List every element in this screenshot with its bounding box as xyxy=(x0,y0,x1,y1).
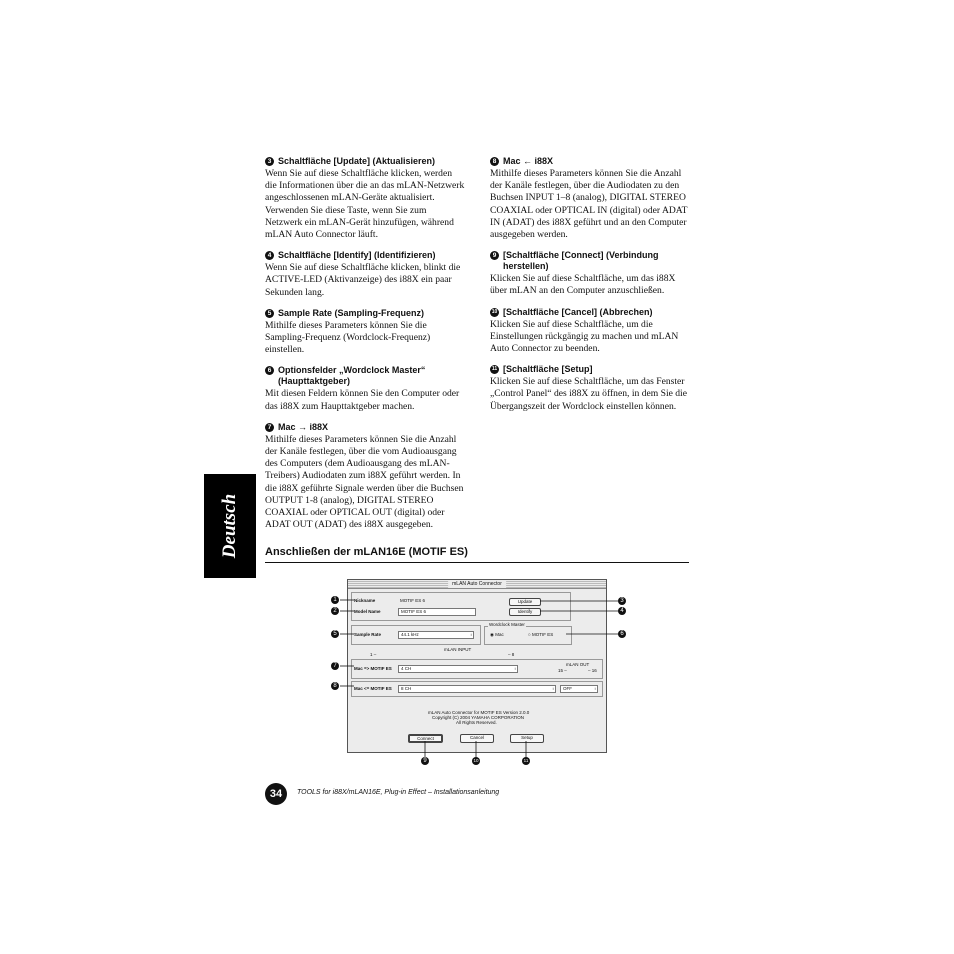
item-heading-text: [Schaltfläche [Setup] xyxy=(503,364,593,375)
item-heading-text: Schaltfläche [Identify] (Identifizieren) xyxy=(278,250,436,261)
mac-from-motif-label: Mac <= MOTIF ES xyxy=(354,686,392,691)
radio-selected-icon: ◉ xyxy=(490,632,494,637)
item-number-badge: 6 xyxy=(265,366,274,375)
item-number-badge: 7 xyxy=(265,423,274,432)
item-heading-text: Schaltfläche [Update] (Aktualisieren) xyxy=(278,156,436,166)
callout-8: 8 xyxy=(331,682,339,690)
callout-2: 2 xyxy=(331,607,339,615)
connect-button[interactable]: Connect xyxy=(408,734,443,743)
cancel-button[interactable]: Cancel xyxy=(460,734,494,743)
callout-11: 11 xyxy=(523,758,529,763)
identify-button[interactable]: Identify xyxy=(509,608,541,616)
nickname-label: Nickname xyxy=(354,598,376,603)
mac-to-motif-label: Mac => MOTIF ES xyxy=(354,666,392,671)
item-heading-text: Optionsfelder „Wordclock Master“ (Haupttaktgeber) xyxy=(278,365,426,387)
rights-info: All Rights Reserved. xyxy=(456,720,497,725)
mlan-out-label: mLAN OUT xyxy=(566,662,590,667)
item-heading-text: [Schaltfläche [Connect] (Verbindung herstellen) xyxy=(503,250,659,272)
item-heading-text: Mac → i88X xyxy=(278,421,329,432)
item-body: Wenn Sie auf diese Schaltfläche klicken, werden die Informationen über die an das mLAN-Netzwerk angeschlossenen mLAN-Geräte aktualisiert. Verwenden Sie diese Taste, wenn Sie zum Netzwerk ein mLAN-Gerät hinzufügen, während mLAN Auto Connector läuft. xyxy=(265,168,465,241)
sample-rate-select[interactable]: 44.1 kHz ↕ xyxy=(398,631,474,639)
item-heading-text: [Schaltfläche [Cancel] (Abbrechen) xyxy=(503,306,653,317)
wordclock-master-label: Wordclock Master xyxy=(489,622,525,627)
language-side-tab: Deutsch xyxy=(204,474,256,578)
sample-rate-label: Sample Rate xyxy=(354,632,382,637)
item-heading-text: Mac ← i88X xyxy=(503,156,554,166)
item-number-badge: 9 xyxy=(490,251,499,260)
footer-text: TOOLS for i88X/mLAN16E, Plug-in Effect – Installationsanleitung xyxy=(297,789,500,796)
mlan-input-from: 1 – xyxy=(370,652,377,657)
item-number-badge: 4 xyxy=(265,251,274,260)
item-number-badge: 11 xyxy=(491,366,498,373)
item-number-badge: 5 xyxy=(265,309,274,318)
setup-button[interactable]: Setup xyxy=(510,734,544,743)
section-title: Anschließen der mLAN16E (MOTIF ES) xyxy=(265,546,468,558)
item-heading-text: Sample Rate (Sampling-Frequenz) xyxy=(278,307,425,318)
mlan-input-to: – 8 xyxy=(508,652,515,657)
mlan-input-label: mLAN INPUT xyxy=(444,647,472,652)
version-info: mLAN Auto Connector for MOTIF ES Version 2.0.0 xyxy=(428,710,530,715)
mlan-out-from: 15 – xyxy=(558,668,567,673)
radio-mac[interactable]: ◉ Mac xyxy=(490,632,504,637)
item-body: Klicken Sie auf diese Schaltfläche, um das i88X über mLAN an den Computer anzuschließen. xyxy=(490,273,676,297)
item-body: Wenn Sie auf diese Schaltfläche klicken, blinkt die ACTIVE-LED (Aktivanzeige) des i88X ein paar Sekunden lang. xyxy=(265,262,461,298)
mlan-out-to: – 16 xyxy=(588,668,597,673)
window-title-bar[interactable]: mLAN Auto Connector xyxy=(348,580,606,589)
item-body: Mit diesen Feldern können Sie den Computer oder das i88X zum Haupttaktgeber machen. xyxy=(265,388,460,412)
callout-10: 10 xyxy=(473,758,479,763)
item-body: Mithilfe dieses Parameters können Sie die Sampling-Frequenz (Wordclock-Frequenz) einstellen. xyxy=(265,319,431,356)
item-number-badge: 3 xyxy=(265,157,274,166)
callout-6: 6 xyxy=(618,630,626,638)
callout-3: 3 xyxy=(618,597,626,605)
page-number: 34 xyxy=(265,783,287,805)
callout-4: 4 xyxy=(618,607,626,615)
item-body: Klicken Sie auf diese Schaltfläche, um die Einstellungen rückgängig zu machen und mLAN Auto Connector zu beenden. xyxy=(490,318,679,355)
item-body: Mithilfe dieses Parameters können Sie die Anzahl der Kanäle festlegen, über die Audiodaten zu den Buchsen INPUT 1–8 (analog), DIGITAL STEREO COAXIAL oder OPTICAL IN (digital) oder ADAT IN (ADAT) des i88X geführt und an den Computer ausgegeben werden. xyxy=(490,168,688,241)
mac-from-motif-select[interactable]: 8 CH ↕ xyxy=(398,685,556,693)
callout-9: 9 xyxy=(421,757,429,765)
mlan-out-select[interactable]: OFF ↕ xyxy=(560,685,598,693)
callout-5: 5 xyxy=(331,630,339,638)
item-body: Mithilfe dieses Parameters können Sie die Anzahl der Kanäle festlegen, über die vom Audioausgang des Computers (dem Audioausgang des mLAN-Treibers) Audiodaten zum i88X geführt werden. In die i88X geführte Signale werden über die Buchsen OUTPUT 1-8 (analog), DIGITAL STEREO COAXIAL oder OPTICAL OUT (digital) oder ADAT OUT (ADAT) des i88X ausgegeben. xyxy=(265,433,464,531)
callout-7: 7 xyxy=(331,662,339,670)
callout-1: 1 xyxy=(331,596,339,604)
copyright-info: Copyright (C) 2004 YAMAHA CORPORATION xyxy=(432,715,525,720)
model-name-field[interactable]: MOTIF ES 6 xyxy=(398,608,476,616)
radio-unselected-icon: ○ xyxy=(528,632,531,637)
item-body: Klicken Sie auf diese Schaltfläche, um das Fenster „Control Panel“ des i88X zu öffnen, in dem Sie die Übergangszeit der Wordclock einstellen können. xyxy=(490,376,687,412)
item-number-badge: 10 xyxy=(491,308,498,315)
item-number-badge: 8 xyxy=(490,157,499,166)
mac-to-motif-select[interactable]: 4 CH ↕ xyxy=(398,665,518,673)
model-name-label: Model Name xyxy=(354,609,381,614)
update-button[interactable]: Update xyxy=(509,598,541,606)
radio-motif-es[interactable]: ○ MOTIF ES xyxy=(528,632,554,637)
nickname-value: MOTIF ES 6 xyxy=(400,598,426,603)
